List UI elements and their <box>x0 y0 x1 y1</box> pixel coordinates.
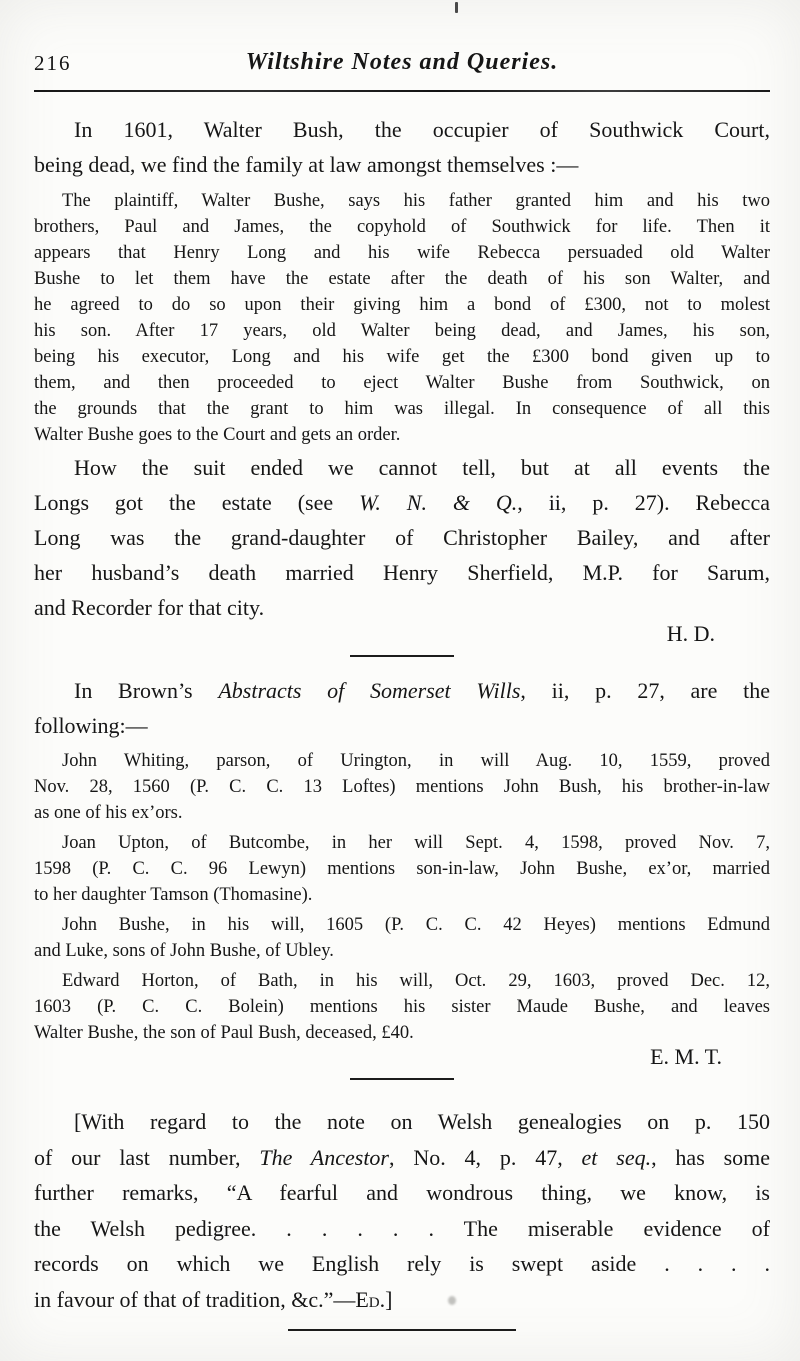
text-line <box>34 1175 770 1211</box>
section-divider <box>288 1329 516 1331</box>
note1-outcome <box>34 450 770 625</box>
text-line <box>34 708 770 743</box>
text-line <box>34 266 770 292</box>
text-segment: 1598 (P. C. C. 96 Lewyn) mentions son-in-law, John Bushe, ex’or, married <box>34 859 770 879</box>
text-line <box>34 188 770 214</box>
text-segment: and Recorder for that city. <box>34 595 265 620</box>
section-divider <box>350 655 454 657</box>
text-segment: Bushe to let them have the estate after the death of his son Walter, and <box>34 269 770 289</box>
editor-note <box>34 1104 770 1317</box>
text-line <box>34 968 770 994</box>
text-segment: Long was the grand-daughter of Christopher Bailey, and after <box>34 525 770 550</box>
text-segment: , has some <box>651 1144 771 1170</box>
text-segment: his son. After 17 years, old Walter being dead, and James, his son, <box>34 321 770 341</box>
text-segment: of our last number, <box>34 1144 260 1170</box>
text-line <box>34 1246 770 1282</box>
page-title: Wiltshire Notes and Queries. <box>245 49 559 75</box>
text-segment: How the suit ended we cannot tell, but at all events the <box>74 455 770 480</box>
scan-artifact-tick <box>455 2 458 13</box>
text-segment: further remarks, “A fearful and wondrous thing, we know, is <box>34 1180 770 1205</box>
text-segment: the Welsh pedigree. . . . . . The miserable evidence of <box>34 1215 770 1241</box>
text-segment: John Whiting, parson, of Urington, in will Aug. 10, 1559, proved <box>62 751 770 771</box>
text-segment: Walter Bushe goes to the Court and gets an order. <box>34 425 401 445</box>
text-line <box>34 450 770 485</box>
text-line <box>34 673 770 708</box>
text-segment: , ii, p. 27). Rebecca <box>517 490 770 515</box>
text-segment: The plaintiff, Walter Bushe, says his father granted him and his two <box>62 191 770 211</box>
text-line <box>34 555 770 590</box>
text-line <box>34 370 770 396</box>
text-segment: being dead, we find the family at law amongst themselves :— <box>34 152 579 177</box>
signature-hd: H. D. <box>666 621 715 646</box>
text-line <box>34 830 770 856</box>
text-segment: her husband’s death married Henry Sherfield, M.P. for Sarum, <box>34 560 770 585</box>
text-segment: in favour of that of tradition, &c.”— <box>34 1286 356 1312</box>
text-line <box>34 1282 770 1318</box>
scan-artifact-smudge <box>448 1296 456 1305</box>
italic-text: The Ancestor <box>259 1144 389 1170</box>
text-segment: and Luke, sons of John Bushe, of Ubley. <box>34 941 334 961</box>
text-segment: records on which we English rely is swept aside . . . . <box>34 1251 770 1276</box>
text-segment: [With regard to the note on Welsh genealogies on p. 150 <box>74 1109 770 1134</box>
text-line <box>34 774 770 800</box>
signature-emt: E. M. T. <box>650 1044 722 1069</box>
header-rule <box>34 90 770 92</box>
text-line <box>34 344 770 370</box>
text-segment: In Brown’s <box>74 678 219 703</box>
text-segment: John Bushe, in his will, 1605 (P. C. C. 42 Heyes) mentions Edmund <box>62 915 770 935</box>
note1-case-details <box>34 188 770 448</box>
italic-text: W. N. & Q. <box>359 490 518 515</box>
text-segment: following:— <box>34 713 148 738</box>
text-line <box>34 1140 770 1176</box>
text-segment: the grounds that the grant to him was illegal. In consequence of all this <box>34 399 770 419</box>
text-line <box>34 422 770 448</box>
text-line <box>34 240 770 266</box>
italic-text: et seq. <box>581 1144 652 1170</box>
page-body <box>0 112 800 1331</box>
text-segment: ] <box>385 1286 393 1312</box>
text-segment: being his executor, Long and his wife get the £300 bond given up to <box>34 347 770 367</box>
text-segment: Nov. 28, 1560 (P. C. C. 13 Loftes) mentions John Bush, his brother-in-law <box>34 777 770 797</box>
text-line <box>34 485 770 520</box>
text-segment: them, and then proceeded to eject Walter Bushe from Southwick, on <box>34 373 770 393</box>
note2-intro <box>34 673 770 743</box>
page-header <box>34 44 770 76</box>
text-segment: Joan Upton, of Butcombe, in her will Sept. 4, 1598, proved Nov. 7, <box>62 833 770 853</box>
text-line <box>34 147 770 182</box>
will-edward-horton <box>34 968 770 1046</box>
text-segment: Longs got the estate (see <box>34 490 360 515</box>
will-joan-upton <box>34 830 770 908</box>
text-line <box>34 882 770 908</box>
text-line <box>34 938 770 964</box>
text-segment: Walter Bushe, the son of Paul Bush, deceased, £40. <box>34 1023 414 1043</box>
text-segment: he agreed to do so upon their giving him a bond of £300, not to molest <box>34 295 770 315</box>
text-line <box>34 214 770 240</box>
text-segment: to her daughter Tamson (Thomasine). <box>34 885 313 905</box>
will-john-whiting <box>34 748 770 826</box>
text-segment: Edward Horton, of Bath, in his will, Oct. 29, 1603, proved Dec. 12, <box>62 971 770 991</box>
smallcaps-text: Ed. <box>355 1286 386 1312</box>
text-segment: as one of his ex’ors. <box>34 803 183 823</box>
text-line <box>34 520 770 555</box>
text-segment: brothers, Paul and James, the copyhold of Southwick for life. Then it <box>34 217 770 237</box>
text-line <box>34 1211 770 1247</box>
text-line <box>34 396 770 422</box>
text-segment: , No. 4, p. 47, <box>389 1144 582 1170</box>
text-line <box>34 318 770 344</box>
page-number: 216 <box>34 51 72 75</box>
text-line <box>34 800 770 826</box>
text-line <box>34 292 770 318</box>
text-segment: appears that Henry Long and his wife Rebecca persuaded old Walter <box>34 243 770 263</box>
text-line <box>34 994 770 1020</box>
text-segment: In 1601, Walter Bush, the occupier of Southwick Court, <box>74 117 770 142</box>
text-line <box>34 748 770 774</box>
note1-intro <box>34 112 770 182</box>
text-line <box>34 912 770 938</box>
text-segment: , ii, p. 27, are the <box>520 678 771 703</box>
italic-text: Abstracts of Somerset Wills <box>218 678 521 703</box>
text-segment: 1603 (P. C. C. Bolein) mentions his sister Maude Bushe, and leaves <box>34 997 770 1017</box>
text-line <box>34 112 770 147</box>
section-divider <box>350 1078 454 1080</box>
text-line <box>34 1104 770 1140</box>
text-line <box>34 856 770 882</box>
will-john-bushe <box>34 912 770 964</box>
